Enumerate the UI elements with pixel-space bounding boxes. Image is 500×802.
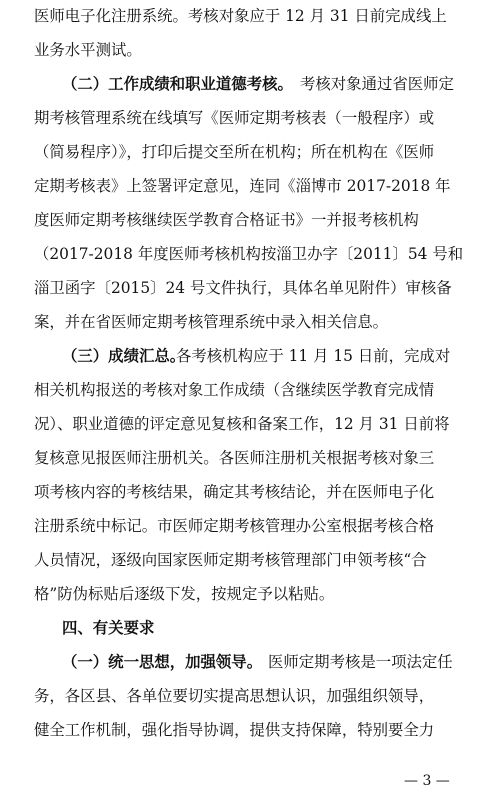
section-subheading: （一）统一思想，加强领导。 — [62, 653, 263, 671]
body-text-line: （2017-2018 年度医师考核机构按淄卫办字〔2011〕54 号和 — [34, 245, 464, 263]
section-heading: 四、有关要求 — [62, 619, 155, 637]
body-text-line: 案，并在省医师定期考核管理系统中录入相关信息。 — [34, 313, 388, 331]
body-text-line: 医师电子化注册系统。考核对象应于 12 月 31 日前完成线上 — [34, 7, 447, 25]
body-text-line: 各考核机构应于 11 月 15 日前，完成对 — [176, 347, 451, 365]
body-text-line: （简易程序）》，打印后提交至所在机构；所在机构在《医师 — [34, 143, 435, 161]
body-text-line: 度医师定期考核继续医学教育合格证书》一并报考核机构 — [34, 211, 419, 229]
body-text-line: 定期考核表》上签署评定意见，连同《淄博市 2017-2018 年 — [34, 177, 451, 195]
body-text-line: 人员情况，逐级向国家医师定期考核管理部门申领考核“合 — [34, 551, 427, 569]
body-text-line: 复核意见报医师注册机关。各医师注册机关根据考核对象三 — [34, 449, 435, 467]
body-text-line: 务，各区县、各单位要切实提高思想认识，加强组织领导， — [34, 687, 435, 705]
section-subheading: （三）成绩汇总。 — [62, 347, 186, 365]
page-number: — 3 — — [404, 773, 450, 789]
body-text-line: 注册系统中标记。市医师定期考核管理办公室根据考核合格 — [34, 517, 435, 535]
body-text-line: 期考核管理系统在线填写《医师定期考核表（一般程序）或 — [34, 109, 435, 127]
body-text-line: 淄卫函字〔2015〕24 号文件执行，具体名单见附件）审核备 — [34, 279, 452, 297]
body-text-line: 考核对象通过省医师定 — [300, 75, 454, 93]
body-text-line: 格”防伪标贴后逐级下发，按规定予以粘贴。 — [34, 585, 335, 603]
body-text-line: 相关机构报送的考核对象工作成绩（含继续医学教育完成情 — [34, 381, 435, 399]
body-text-line: 医师定期考核是一项法定任 — [268, 653, 453, 671]
body-text-line: 况）、职业道德的评定意见复核和备案工作，12 月 31 日前将 — [34, 415, 450, 433]
body-text-line: 健全工作机制，强化指导协调，提供支持保障，特别要全力 — [34, 721, 435, 739]
body-text-line: 项考核内容的考核结果，确定其考核结论，并在医师电子化 — [34, 483, 435, 501]
body-text-line: 业务水平测试。 — [34, 41, 142, 59]
section-subheading: （二）工作成绩和职业道德考核。 — [62, 75, 293, 93]
